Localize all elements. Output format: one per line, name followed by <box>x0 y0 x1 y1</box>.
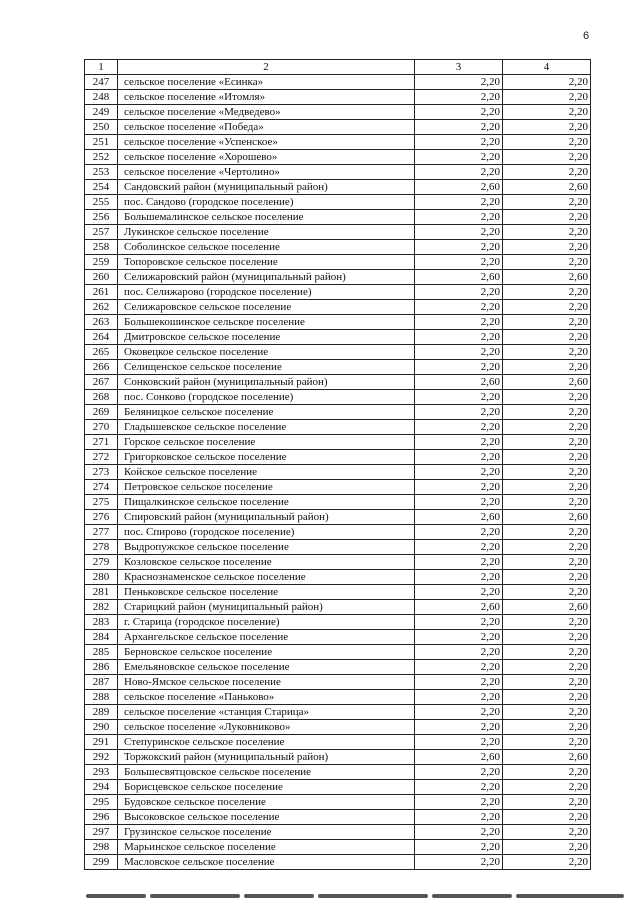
settlement-name-cell: сельское поселение «Чертолино» <box>118 165 415 180</box>
settlement-name-cell: Койское сельское поселение <box>118 465 415 480</box>
value-col3-cell: 2,20 <box>415 120 503 135</box>
table-row <box>85 210 591 225</box>
value-col3-cell: 2,20 <box>415 810 503 825</box>
row-number-cell: 271 <box>85 435 118 450</box>
value-col4-cell: 2,20 <box>503 195 591 210</box>
row-number-cell: 282 <box>85 600 118 615</box>
value-col4-cell: 2,60 <box>503 750 591 765</box>
value-col3-cell: 2,20 <box>415 840 503 855</box>
row-number-cell: 280 <box>85 570 118 585</box>
value-col4-cell: 2,20 <box>503 735 591 750</box>
table-row <box>85 630 591 645</box>
row-number-cell: 283 <box>85 615 118 630</box>
settlement-name-cell: Большесвятцовское сельское поселение <box>118 765 415 780</box>
settlement-name-cell: Будовское сельское поселение <box>118 795 415 810</box>
table-row <box>85 450 591 465</box>
value-col4-cell: 2,20 <box>503 855 591 870</box>
settlement-name-cell: Масловское сельское поселение <box>118 855 415 870</box>
value-col3-cell: 2,20 <box>415 420 503 435</box>
value-col3-cell: 2,20 <box>415 405 503 420</box>
table-row <box>85 735 591 750</box>
value-col3-cell: 2,60 <box>415 510 503 525</box>
value-col4-cell: 2,20 <box>503 420 591 435</box>
settlement-name-cell: сельское поселение «Победа» <box>118 120 415 135</box>
table-row <box>85 855 591 870</box>
table-row <box>85 480 591 495</box>
value-col4-cell: 2,20 <box>503 780 591 795</box>
table-row <box>85 510 591 525</box>
table-row <box>85 765 591 780</box>
value-col4-cell: 2,20 <box>503 525 591 540</box>
table-row <box>85 420 591 435</box>
value-col4-cell: 2,20 <box>503 645 591 660</box>
settlement-name-cell: Грузинское сельское поселение <box>118 825 415 840</box>
row-number-cell: 291 <box>85 735 118 750</box>
value-col3-cell: 2,20 <box>415 825 503 840</box>
value-col4-cell: 2,60 <box>503 180 591 195</box>
value-col3-cell: 2,60 <box>415 600 503 615</box>
row-number-cell: 256 <box>85 210 118 225</box>
value-col3-cell: 2,20 <box>415 105 503 120</box>
table-row <box>85 540 591 555</box>
settlement-name-cell: Большекошинское сельское поселение <box>118 315 415 330</box>
table-row <box>85 405 591 420</box>
row-number-cell: 270 <box>85 420 118 435</box>
table-row <box>85 600 591 615</box>
value-col4-cell: 2,20 <box>503 405 591 420</box>
value-col3-cell: 2,20 <box>415 360 503 375</box>
settlement-name-cell: Пеньковское сельское поселение <box>118 585 415 600</box>
row-number-cell: 268 <box>85 390 118 405</box>
settlement-name-cell: Спировский район (муниципальный район) <box>118 510 415 525</box>
table-row <box>85 240 591 255</box>
value-col3-cell: 2,20 <box>415 570 503 585</box>
row-number-cell: 276 <box>85 510 118 525</box>
value-col3-cell: 2,20 <box>415 675 503 690</box>
settlement-name-cell: Марьинское сельское поселение <box>118 840 415 855</box>
value-col3-cell: 2,20 <box>415 555 503 570</box>
row-number-cell: 263 <box>85 315 118 330</box>
row-number-cell: 290 <box>85 720 118 735</box>
value-col3-cell: 2,20 <box>415 720 503 735</box>
settlement-name-cell: Торжокский район (муниципальный район) <box>118 750 415 765</box>
settlement-name-cell: Пищалкинское сельское поселение <box>118 495 415 510</box>
value-col3-cell: 2,20 <box>415 435 503 450</box>
value-col4-cell: 2,20 <box>503 675 591 690</box>
row-number-cell: 253 <box>85 165 118 180</box>
settlement-name-cell: пос. Спирово (городское поселение) <box>118 525 415 540</box>
value-col4-cell: 2,60 <box>503 375 591 390</box>
table-row <box>85 705 591 720</box>
value-col3-cell: 2,20 <box>415 75 503 90</box>
row-number-cell: 298 <box>85 840 118 855</box>
row-number-cell: 284 <box>85 630 118 645</box>
row-number-cell: 286 <box>85 660 118 675</box>
table-row <box>85 300 591 315</box>
value-col4-cell: 2,20 <box>503 585 591 600</box>
row-number-cell: 289 <box>85 705 118 720</box>
value-col3-cell: 2,20 <box>415 615 503 630</box>
row-number-cell: 257 <box>85 225 118 240</box>
row-number-cell: 267 <box>85 375 118 390</box>
value-col3-cell: 2,20 <box>415 165 503 180</box>
value-col4-cell: 2,20 <box>503 555 591 570</box>
value-col4-cell: 2,20 <box>503 630 591 645</box>
value-col3-cell: 2,20 <box>415 345 503 360</box>
value-col3-cell: 2,20 <box>415 495 503 510</box>
settlement-name-cell: Степуринское сельское поселение <box>118 735 415 750</box>
value-col4-cell: 2,20 <box>503 300 591 315</box>
row-number-cell: 255 <box>85 195 118 210</box>
value-col3-cell: 2,20 <box>415 735 503 750</box>
value-col4-cell: 2,20 <box>503 105 591 120</box>
row-number-cell: 272 <box>85 450 118 465</box>
table-row <box>85 165 591 180</box>
value-col4-cell: 2,20 <box>503 315 591 330</box>
settlement-name-cell: Селижаровское сельское поселение <box>118 300 415 315</box>
settlement-name-cell: Горское сельское поселение <box>118 435 415 450</box>
row-number-cell: 247 <box>85 75 118 90</box>
value-col4-cell: 2,20 <box>503 450 591 465</box>
value-col4-cell: 2,20 <box>503 90 591 105</box>
value-col4-cell: 2,20 <box>503 480 591 495</box>
settlement-name-cell: Топоровское сельское поселение <box>118 255 415 270</box>
table-row <box>85 555 591 570</box>
table-row <box>85 120 591 135</box>
value-col4-cell: 2,20 <box>503 240 591 255</box>
value-col3-cell: 2,20 <box>415 300 503 315</box>
value-col3-cell: 2,20 <box>415 765 503 780</box>
table-row <box>85 390 591 405</box>
table-row <box>85 525 591 540</box>
settlement-name-cell: сельское поселение «Итомля» <box>118 90 415 105</box>
table-row <box>85 495 591 510</box>
row-number-cell: 285 <box>85 645 118 660</box>
value-col3-cell: 2,20 <box>415 690 503 705</box>
value-col3-cell: 2,20 <box>415 630 503 645</box>
value-col3-cell: 2,20 <box>415 705 503 720</box>
table-row <box>85 285 591 300</box>
value-col4-cell: 2,20 <box>503 540 591 555</box>
table-row <box>85 675 591 690</box>
settlement-name-cell: Селижаровский район (муниципальный район) <box>118 270 415 285</box>
row-number-cell: 261 <box>85 285 118 300</box>
value-col3-cell: 2,20 <box>415 210 503 225</box>
footer-file-path <box>86 892 626 902</box>
table-row <box>85 315 591 330</box>
settlement-name-cell: Краснознаменское сельское поселение <box>118 570 415 585</box>
table-row <box>85 435 591 450</box>
value-col4-cell: 2,20 <box>503 465 591 480</box>
value-col3-cell: 2,20 <box>415 150 503 165</box>
settlement-name-cell: Козловское сельское поселение <box>118 555 415 570</box>
table-body <box>85 60 591 870</box>
settlement-name-cell: Старицкий район (муниципальный район) <box>118 600 415 615</box>
table-row <box>85 360 591 375</box>
row-number-cell: 296 <box>85 810 118 825</box>
value-col3-cell: 2,20 <box>415 225 503 240</box>
settlement-name-cell: Оковецкое сельское поселение <box>118 345 415 360</box>
settlement-name-cell: сельское поселение «Луковниково» <box>118 720 415 735</box>
value-col4-cell: 2,20 <box>503 570 591 585</box>
row-number-cell: 258 <box>85 240 118 255</box>
settlement-name-cell: сельское поселение «Паньково» <box>118 690 415 705</box>
table-row <box>85 645 591 660</box>
value-col3-cell: 2,20 <box>415 540 503 555</box>
value-col4-cell: 2,20 <box>503 255 591 270</box>
value-col4-cell: 2,20 <box>503 765 591 780</box>
value-col4-cell: 2,20 <box>503 795 591 810</box>
value-col4-cell: 2,20 <box>503 165 591 180</box>
table-row <box>85 270 591 285</box>
value-col4-cell: 2,20 <box>503 225 591 240</box>
row-number-cell: 252 <box>85 150 118 165</box>
value-col4-cell: 2,60 <box>503 270 591 285</box>
table-row <box>85 780 591 795</box>
row-number-cell: 288 <box>85 690 118 705</box>
value-col3-cell: 2,20 <box>415 780 503 795</box>
table-row <box>85 255 591 270</box>
settlement-name-cell: сельское поселение «Медведево» <box>118 105 415 120</box>
table-row <box>85 465 591 480</box>
municipal-rates-table <box>84 59 591 870</box>
row-number-cell: 265 <box>85 345 118 360</box>
value-col4-cell: 2,20 <box>503 135 591 150</box>
column-header: 2 <box>118 60 415 75</box>
settlement-name-cell: Большемалинское сельское поселение <box>118 210 415 225</box>
row-number-cell: 278 <box>85 540 118 555</box>
settlement-name-cell: сельское поселение «Хорошево» <box>118 150 415 165</box>
value-col4-cell: 2,20 <box>503 360 591 375</box>
settlement-name-cell: Гладышевское сельское поселение <box>118 420 415 435</box>
row-number-cell: 264 <box>85 330 118 345</box>
column-header: 1 <box>85 60 118 75</box>
settlement-name-cell: Архангельское сельское поселение <box>118 630 415 645</box>
row-number-cell: 266 <box>85 360 118 375</box>
settlement-name-cell: сельское поселение «Есинка» <box>118 75 415 90</box>
value-col4-cell: 2,20 <box>503 840 591 855</box>
table-header-row <box>85 60 591 75</box>
table-row <box>85 660 591 675</box>
value-col3-cell: 2,20 <box>415 480 503 495</box>
settlement-name-cell: Сонковский район (муниципальный район) <box>118 375 415 390</box>
row-number-cell: 297 <box>85 825 118 840</box>
row-number-cell: 259 <box>85 255 118 270</box>
table-row <box>85 180 591 195</box>
value-col3-cell: 2,20 <box>415 465 503 480</box>
row-number-cell: 277 <box>85 525 118 540</box>
settlement-name-cell: сельское поселение «станция Старица» <box>118 705 415 720</box>
table-row <box>85 570 591 585</box>
row-number-cell: 250 <box>85 120 118 135</box>
value-col3-cell: 2,60 <box>415 375 503 390</box>
table-row <box>85 615 591 630</box>
row-number-cell: 275 <box>85 495 118 510</box>
row-number-cell: 248 <box>85 90 118 105</box>
value-col3-cell: 2,60 <box>415 750 503 765</box>
value-col3-cell: 2,20 <box>415 195 503 210</box>
table-row <box>85 150 591 165</box>
value-col3-cell: 2,20 <box>415 450 503 465</box>
table-row <box>85 750 591 765</box>
settlement-name-cell: пос. Сандово (городское поселение) <box>118 195 415 210</box>
table-row <box>85 375 591 390</box>
value-col3-cell: 2,20 <box>415 255 503 270</box>
column-header: 3 <box>415 60 503 75</box>
table-row <box>85 690 591 705</box>
settlement-name-cell: Емельяновское сельское поселение <box>118 660 415 675</box>
value-col3-cell: 2,60 <box>415 270 503 285</box>
value-col4-cell: 2,20 <box>503 120 591 135</box>
settlement-name-cell: Ново-Ямское сельское поселение <box>118 675 415 690</box>
row-number-cell: 262 <box>85 300 118 315</box>
footer-blurred-text <box>86 892 626 900</box>
value-col3-cell: 2,20 <box>415 135 503 150</box>
table-row <box>85 195 591 210</box>
value-col3-cell: 2,20 <box>415 90 503 105</box>
table-row <box>85 225 591 240</box>
settlement-name-cell: г. Старица (городское поселение) <box>118 615 415 630</box>
value-col4-cell: 2,20 <box>503 660 591 675</box>
settlement-name-cell: Сандовский район (муниципальный район) <box>118 180 415 195</box>
value-col4-cell: 2,20 <box>503 390 591 405</box>
value-col4-cell: 2,20 <box>503 705 591 720</box>
row-number-cell: 299 <box>85 855 118 870</box>
settlement-name-cell: сельское поселение «Успенское» <box>118 135 415 150</box>
value-col3-cell: 2,60 <box>415 180 503 195</box>
table-row <box>85 75 591 90</box>
row-number-cell: 254 <box>85 180 118 195</box>
value-col3-cell: 2,20 <box>415 285 503 300</box>
value-col3-cell: 2,20 <box>415 660 503 675</box>
table-row <box>85 135 591 150</box>
settlement-name-cell: Дмитровское сельское поселение <box>118 330 415 345</box>
settlement-name-cell: Григорковское сельское поселение <box>118 450 415 465</box>
value-col4-cell: 2,20 <box>503 150 591 165</box>
row-number-cell: 292 <box>85 750 118 765</box>
settlement-name-cell: Беляницкое сельское поселение <box>118 405 415 420</box>
table-row <box>85 840 591 855</box>
table-row <box>85 825 591 840</box>
settlement-name-cell: Борисцевское сельское поселение <box>118 780 415 795</box>
value-col4-cell: 2,20 <box>503 495 591 510</box>
value-col3-cell: 2,20 <box>415 585 503 600</box>
value-col4-cell: 2,20 <box>503 690 591 705</box>
value-col3-cell: 2,20 <box>415 855 503 870</box>
row-number-cell: 281 <box>85 585 118 600</box>
value-col4-cell: 2,60 <box>503 600 591 615</box>
row-number-cell: 269 <box>85 405 118 420</box>
value-col3-cell: 2,20 <box>415 525 503 540</box>
row-number-cell: 294 <box>85 780 118 795</box>
settlement-name-cell: Высоковское сельское поселение <box>118 810 415 825</box>
row-number-cell: 273 <box>85 465 118 480</box>
row-number-cell: 249 <box>85 105 118 120</box>
table-row <box>85 105 591 120</box>
row-number-cell: 251 <box>85 135 118 150</box>
table-row <box>85 720 591 735</box>
settlement-name-cell: Селищенское сельское поселение <box>118 360 415 375</box>
settlement-name-cell: Лукинское сельское поселение <box>118 225 415 240</box>
value-col4-cell: 2,20 <box>503 330 591 345</box>
value-col4-cell: 2,20 <box>503 435 591 450</box>
value-col4-cell: 2,20 <box>503 345 591 360</box>
value-col4-cell: 2,20 <box>503 825 591 840</box>
row-number-cell: 295 <box>85 795 118 810</box>
settlement-name-cell: Соболинское сельское поселение <box>118 240 415 255</box>
value-col4-cell: 2,20 <box>503 615 591 630</box>
row-number-cell: 287 <box>85 675 118 690</box>
value-col4-cell: 2,20 <box>503 285 591 300</box>
settlement-name-cell: Петровское сельское поселение <box>118 480 415 495</box>
value-col3-cell: 2,20 <box>415 795 503 810</box>
value-col4-cell: 2,20 <box>503 810 591 825</box>
value-col3-cell: 2,20 <box>415 390 503 405</box>
value-col4-cell: 2,20 <box>503 75 591 90</box>
table-row <box>85 795 591 810</box>
settlement-name-cell: Выдропужское сельское поселение <box>118 540 415 555</box>
value-col4-cell: 2,20 <box>503 720 591 735</box>
row-number-cell: 274 <box>85 480 118 495</box>
row-number-cell: 260 <box>85 270 118 285</box>
table-row <box>85 330 591 345</box>
value-col3-cell: 2,20 <box>415 330 503 345</box>
row-number-cell: 279 <box>85 555 118 570</box>
value-col4-cell: 2,60 <box>503 510 591 525</box>
page-number: 6 <box>583 30 590 42</box>
value-col4-cell: 2,20 <box>503 210 591 225</box>
table-row <box>85 90 591 105</box>
value-col3-cell: 2,20 <box>415 240 503 255</box>
settlement-name-cell: Берновское сельское поселение <box>118 645 415 660</box>
value-col3-cell: 2,20 <box>415 315 503 330</box>
value-col3-cell: 2,20 <box>415 645 503 660</box>
settlement-name-cell: пос. Селижарово (городское поселение) <box>118 285 415 300</box>
row-number-cell: 293 <box>85 765 118 780</box>
table-row <box>85 585 591 600</box>
table-row <box>85 345 591 360</box>
settlement-name-cell: пос. Сонково (городское поселение) <box>118 390 415 405</box>
column-header: 4 <box>503 60 591 75</box>
table-row <box>85 810 591 825</box>
